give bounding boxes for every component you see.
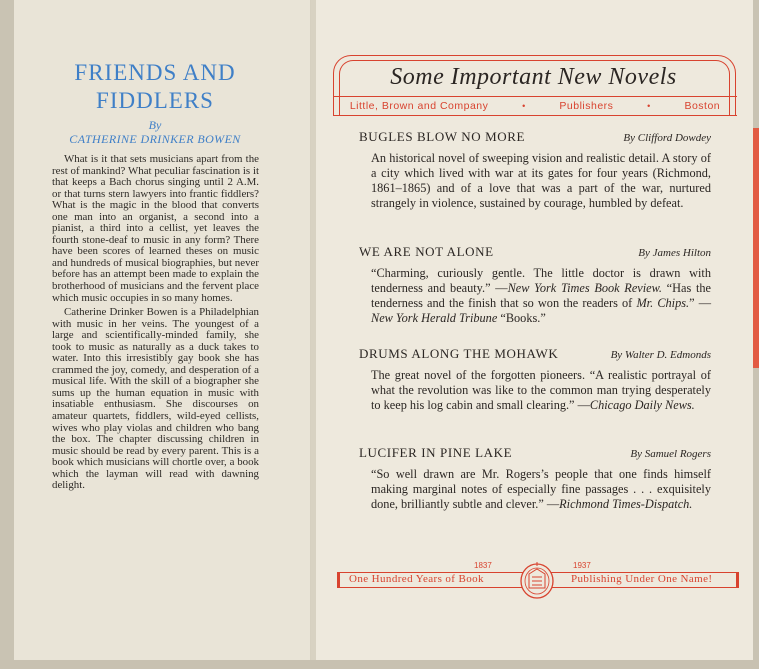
review-source: Richmond Times-Dispatch. [559,497,693,512]
book-description [371,266,711,326]
book-entry-4 [359,445,711,512]
book-author: By James Hilton [638,247,711,259]
book-author: By Samuel Rogers [630,448,711,460]
separator-dot: • [522,100,526,111]
book-entry-1 [359,129,711,211]
book-title: BUGLES BLOW NO MORE [359,129,526,144]
review-source: New York Herald Tribune [371,311,498,326]
review-text: “Charming, curiously gentle. The little doctor is drawn with tenderness and beauty.” — [371,266,711,296]
review-text: “Books.” [497,311,546,326]
book-reference: Mr. Chips. [636,296,690,311]
book-description: An historical novel of sweeping vision and realistic detail. A story of a city which lived with war at its gates for four years (Richmond, 1861–1865) and of a love that was a part of the war, nurtured strangely in violence, sustained by courage, humbled by defeat. [371,151,711,211]
flap-paragraph-1: What is it that sets musicians apart from the rest of mankind? What peculiar fascination is it that keeps a Bach chorus singing until 2 A.M. or that turns stern lawyers into frantic fiddlers? What is the magic in the blood that converts one man into an organist, a second into a pianist, a third into a cellist, yet leaves the fourth stone-deaf to music in any form? There have been scores of learned theses on music and hundreds of musical biographies, but never before has an attempt been made to explain the brotherhood of musicians and the fervent place which music occupies in so many homes. [52,153,259,304]
footer-left-text: One Hundred Years of Book [349,573,484,585]
flap-author: CATHERINE DRINKER BOWEN [69,132,241,146]
year-start: 1837 [474,561,492,570]
review-text: ” — [689,296,712,311]
review-text: “Has the tenderness and the finish that so won the readers of [371,281,711,311]
book-entry-2 [359,244,711,326]
header-title: Some Important New Novels [390,64,677,90]
flap-paragraph-2: Catherine Drinker Bowen is a Philadelphian with music in her veins. The youngest of a large and scientifically-minded family, she took to music as naturally as a duck takes to water. Into this irresistibly gay book she has crammed the joy, comedy, and desperation of a musical life. With the skill of a biographer she sums up the human equation in music with insatiable enthusiasm. She discourses on amateur quartets, fiddlers, wild-eyed cellists, wives who play violas and children who bang the box. The chapter discussing children in music should be read by every parent. This is a book which musicians will chortle over, a book which the layman will read with dawning delight. [52,306,259,492]
book-title: WE ARE NOT ALONE [359,244,494,259]
footer-end-bar [337,572,340,587]
book-description [371,368,711,413]
spine-edge [753,128,759,368]
flap-by: By [148,118,162,132]
publisher-emblem-icon [518,560,556,600]
flap-title-line2: FIDDLERS [96,88,214,113]
flap-title-line1: FRIENDS AND [74,60,236,85]
publisher-name: Little, Brown and Company [349,99,489,112]
publisher-role: Publishers [559,99,614,112]
footer-end-bar [736,572,739,587]
bottom-edge [0,660,759,669]
book-entry-3 [359,346,711,413]
review-text: The great novel of the forgotten pioneers. “A realistic portrayal of what the revolution was like to the common man trying desperately to keep his log cabin and small clearing.” — [371,368,711,413]
book-title: LUCIFER IN PINE LAKE [359,445,513,460]
book-author: By Walter D. Edmonds [610,349,711,361]
review-source: Chicago Daily News. [589,398,695,413]
review-source: New York Times Book Review. [507,281,662,296]
flap-book-title [44,59,266,115]
book-author: By Clifford Dowdey [623,132,711,144]
flap-description [52,154,259,492]
separator-dot: • [647,100,651,111]
publisher-line [333,97,737,114]
book-title: DRUMS ALONG THE MOHAWK [359,346,559,361]
book-description [371,467,711,512]
publisher-city: Boston [684,99,721,112]
year-end: 1937 [573,561,591,570]
review-text: “So well drawn are Mr. Rogers’s people that one finds himself making marginal notes of especially fine passages . . . exquisitely done, brilliantly subtle and clever.” — [371,467,711,512]
footer-right-text: Publishing Under One Name! [571,573,713,585]
